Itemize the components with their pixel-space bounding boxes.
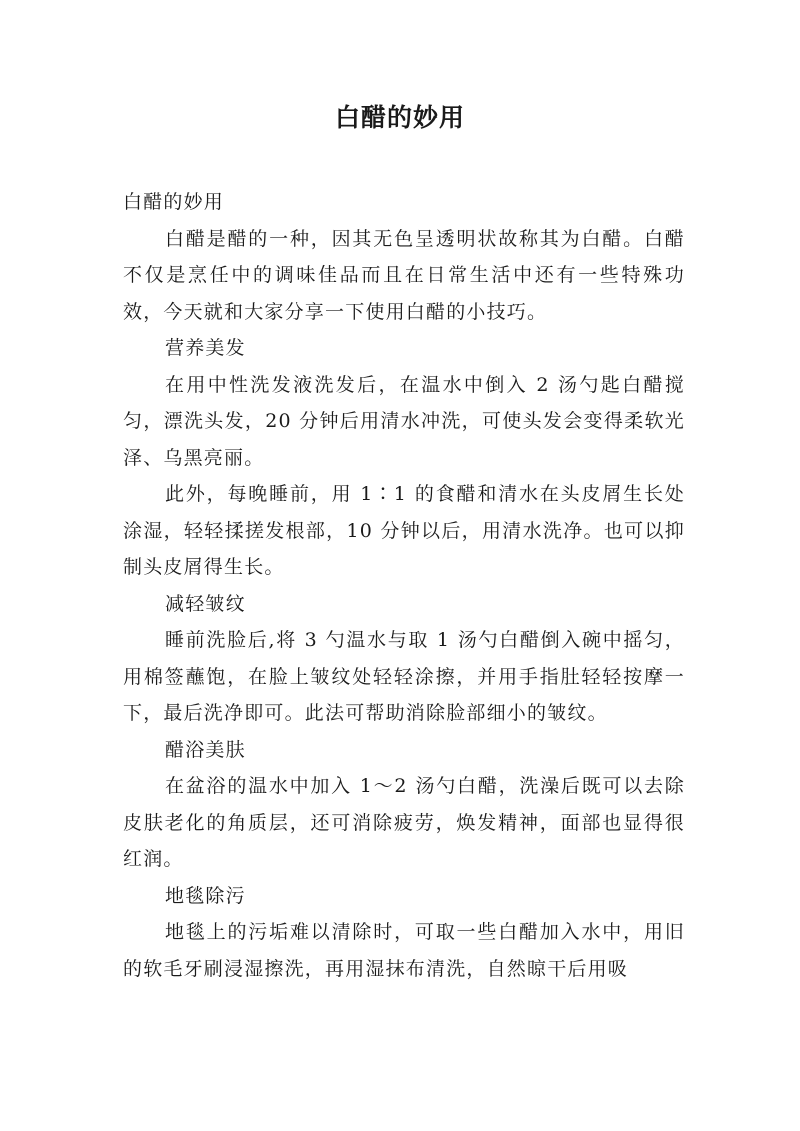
- paragraph-wrinkle-1: 睡前洗脸后,将 3 勺温水与取 1 汤勺白醋倒入碗中摇匀，用棉签蘸饱，在脸上皱纹处轻轻涂擦，并用手指肚轻轻按摩一下，最后洗净即可。此法可帮助消除脸部细小的皱纹。: [123, 629, 685, 724]
- section-heading-carpet: 地毯除污: [165, 884, 246, 907]
- paragraph-hair-1: 在用中性洗发液洗发后，在温水中倒入 2 汤勺匙白醋搅匀，漂洗头发，20 分钟后用清水冲洗，可使头发会变得柔软光泽、乌黑亮丽。: [123, 373, 685, 469]
- paragraph-bath-1: 在盆浴的温水中加入 1～2 汤勺白醋，洗澡后既可以去除皮肤老化的角质层，还可消除疲劳，焕发精神，面部也显得很红润。: [123, 775, 685, 870]
- document-body: [123, 184, 685, 987]
- section-heading-wrinkle: 减轻皱纹: [165, 592, 246, 615]
- section-heading-bath: 醋浴美肤: [165, 738, 246, 761]
- section-heading-hair: 营养美发: [165, 337, 246, 359]
- subtitle: 白醋的妙用: [123, 191, 225, 213]
- paragraph-hair-2: 此外，每晚睡前，用 1∶1 的食醋和清水在头皮屑生长处涂湿，轻轻揉搓发根部，10 分钟以后，用清水洗净。也可以抑制头皮屑得生长。: [123, 483, 685, 578]
- document-title: 白醋的妙用: [334, 103, 465, 132]
- paragraph-intro: 白醋是醋的一种，因其无色呈透明状故称其为白醋。白醋不仅是烹任中的调味佳品而且在日常生活中还有一些特殊功效，今天就和大家分享一下使用白醋的小技巧。: [123, 227, 685, 323]
- paragraph-carpet-1: 地毯上的污垢难以清除时，可取一些白醋加入水中，用旧的软毛牙刷浸湿擦洗，再用湿抹布清洗，自然晾干后用吸: [123, 921, 685, 980]
